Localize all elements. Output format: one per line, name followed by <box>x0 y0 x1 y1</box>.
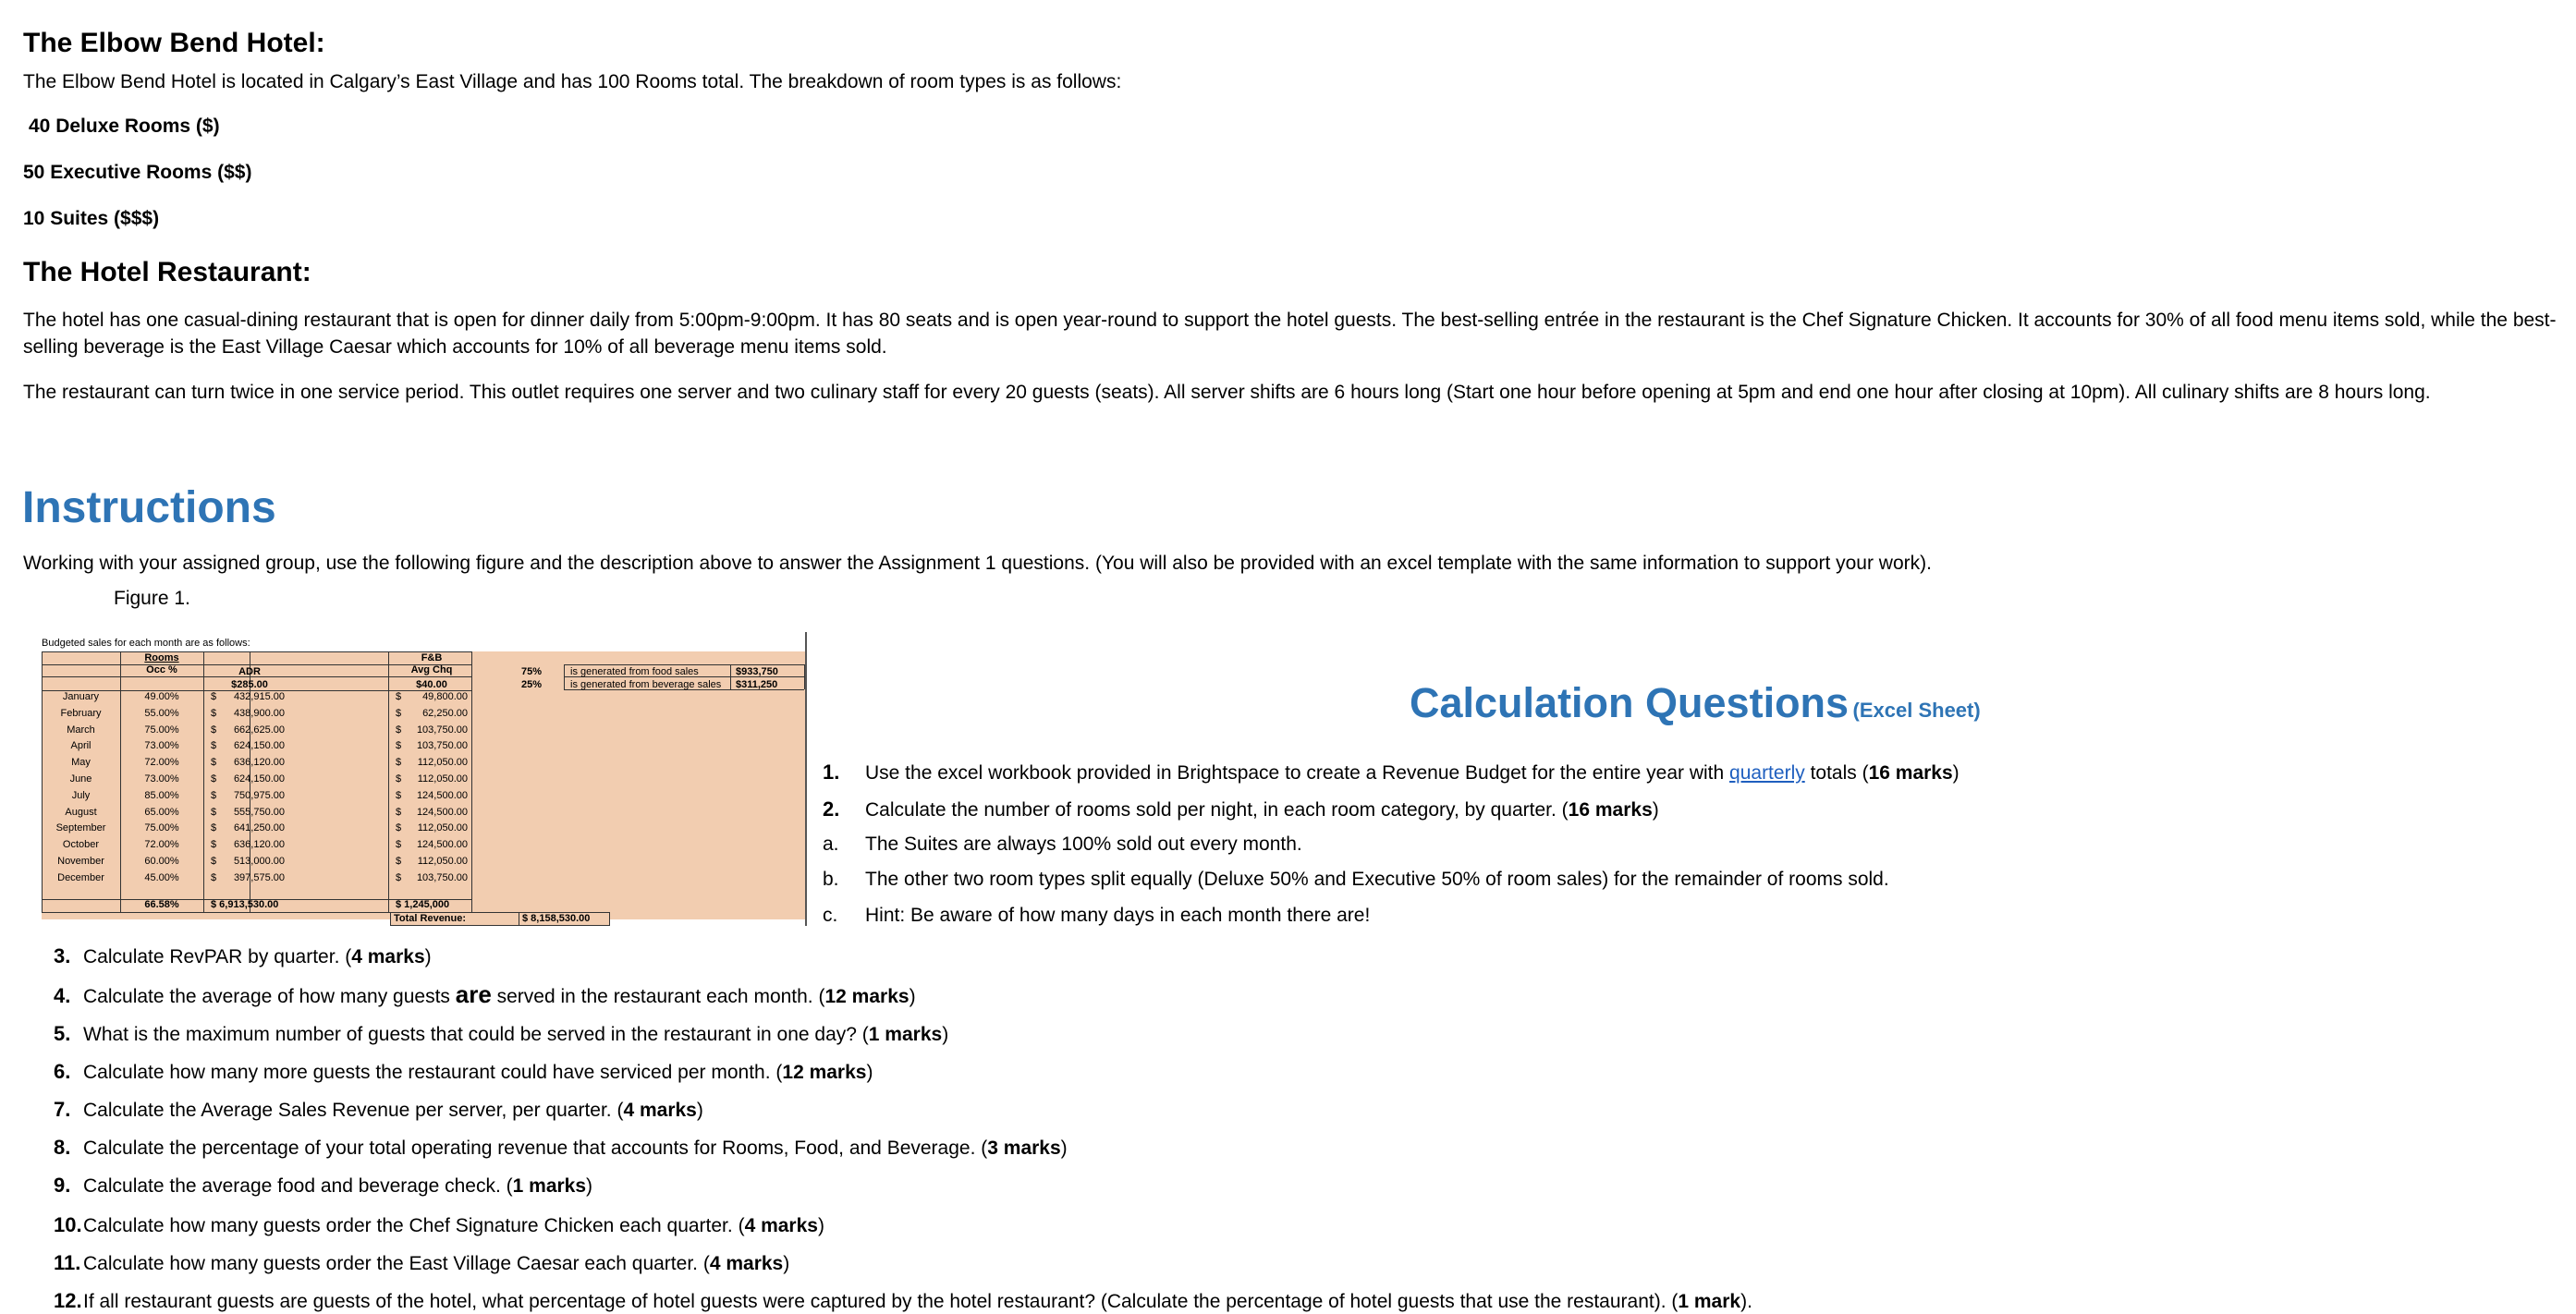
bev-amount: $311,250 <box>736 679 778 690</box>
adr-value: $285.00 <box>231 679 268 690</box>
question-close: ) <box>696 1100 703 1121</box>
question-text-cont: served in the restaurant each month. ( <box>491 986 825 1007</box>
fb-header: F&B <box>421 652 443 663</box>
month-label: May <box>71 757 91 768</box>
month-label: June <box>69 773 92 785</box>
question-11 <box>54 1247 789 1276</box>
restaurant-para-2: The restaurant can turn twice in one service period. This outlet requires one server and two culinary staff for every 20 guests (seats). All server shifts are 6 hours long (Start one hour before opening at 5pm and end one hour after closing at 10pm). All culinary shifts are 8 hours long. <box>23 382 2431 403</box>
question-3 <box>54 941 432 969</box>
fb-revenue: 112,050.00 <box>417 822 468 833</box>
question-2-text: Calculate the number of rooms sold per night, in each room category, by quarter. ( <box>865 799 1569 821</box>
question-marks: 4 marks <box>623 1100 697 1121</box>
question-2-marks: 16 marks <box>1568 799 1653 821</box>
question-5 <box>54 1018 948 1047</box>
question-number: 3. <box>54 944 71 967</box>
question-1-close: ) <box>1952 762 1959 784</box>
adr-header: ADR <box>238 666 261 677</box>
room-dollar-sign: $ <box>211 839 217 850</box>
fb-revenue: 124,500.00 <box>416 807 468 818</box>
question-text: Calculate the Average Sales Revenue per server, per quarter. ( <box>83 1100 624 1121</box>
question-number: 9. <box>54 1174 71 1197</box>
room-revenue: 636,120.00 <box>233 757 285 768</box>
room-revenue: 636,120.00 <box>233 839 285 850</box>
quarterly-link[interactable]: quarterly <box>1729 762 1805 784</box>
food-label: is generated from food sales <box>570 666 699 677</box>
month-label: February <box>60 708 102 719</box>
sub-item-b-text: The other two room types split equally (Deluxe 50% and Executive 50% of room sales) for the remainder of rooms sold. <box>865 869 1889 890</box>
month-label: April <box>70 740 92 751</box>
room-dollar-sign: $ <box>211 790 217 801</box>
grid-vline <box>804 664 805 689</box>
grid-vline <box>388 651 389 912</box>
fb-dollar-sign: $ <box>396 839 402 850</box>
fb-dollar-sign: $ <box>396 708 402 719</box>
fb-revenue: 112,050.00 <box>417 773 468 785</box>
fb-revenue: 103,750.00 <box>416 872 468 883</box>
fb-revenue: 62,250.00 <box>422 708 468 719</box>
question-close: ) <box>424 946 432 967</box>
calc-heading-block <box>1410 679 1981 727</box>
occ-value: 72.00% <box>144 839 179 850</box>
occ-value: 55.00% <box>144 708 179 719</box>
restaurant-para-1: The hotel has one casual-dining restaurant that is open for dinner daily from 5:00pm-9:00pm. It has 80 seats and is open year-round to support the hotel guests. The best-selling entrée in the restaurant is the Chef Signature Chicken. It accounts for 30% of all food menu items sold, while the best-selling beverage is the East Village Caesar which accounts for 10% of all beverage menu items sold. <box>23 310 2557 358</box>
fb-revenue: 124,500.00 <box>416 790 468 801</box>
fb-revenue-total: $ 1,245,000 <box>396 899 450 910</box>
question-close: ) <box>942 1024 949 1045</box>
question-marks: 1 marks <box>868 1024 943 1045</box>
month-label: January <box>62 691 100 702</box>
question-9 <box>54 1170 592 1198</box>
fb-dollar-sign: $ <box>396 872 402 883</box>
question-marks: 3 marks <box>987 1138 1061 1159</box>
room-type-deluxe: 40 Deluxe Rooms ($) <box>29 116 220 137</box>
hotel-heading: The Elbow Bend Hotel: <box>23 28 325 58</box>
sub-item-c-label: c. <box>823 905 838 926</box>
month-label: March <box>67 724 95 736</box>
calc-subheading: (Excel Sheet) <box>1852 699 1981 722</box>
sub-item-a <box>823 833 1302 856</box>
room-revenue: 513,000.00 <box>233 856 285 867</box>
question-text: Calculate how many more guests the restaurant could have serviced per month. ( <box>83 1062 783 1083</box>
question-2-close: ) <box>1652 799 1659 821</box>
fb-revenue: 103,750.00 <box>416 724 468 736</box>
room-type-suites: 10 Suites ($$$) <box>23 208 160 229</box>
sub-item-b-label: b. <box>823 869 839 890</box>
room-revenue: 641,250.00 <box>233 822 285 833</box>
question-1-text: Use the excel workbook provided in Brightspace to create a Revenue Budget for the entire year with <box>865 762 1730 784</box>
room-revenue: 624,150.00 <box>233 773 285 785</box>
occ-average: 66.58% <box>144 899 179 910</box>
fb-revenue: 103,750.00 <box>416 740 468 751</box>
question-marks: 12 marks <box>824 986 910 1007</box>
room-revenue: 397,575.00 <box>233 872 285 883</box>
bev-label: is generated from beverage sales <box>570 679 722 690</box>
fb-revenue: 112,050.00 <box>417 856 468 867</box>
figure-spreadsheet <box>42 638 807 933</box>
restaurant-heading: The Hotel Restaurant: <box>23 257 311 287</box>
occ-value: 49.00% <box>144 691 179 702</box>
question-marks: 4 marks <box>744 1215 818 1236</box>
question-number: 12. <box>54 1289 82 1312</box>
question-text: Calculate the average food and beverage check. ( <box>83 1175 513 1197</box>
question-marks: 4 marks <box>709 1253 784 1274</box>
fb-revenue: 124,500.00 <box>416 839 468 850</box>
room-dollar-sign: $ <box>211 724 217 736</box>
occ-header: Occ % <box>146 664 177 675</box>
room-dollar-sign: $ <box>211 757 217 768</box>
grid-vline <box>730 664 731 689</box>
room-dollar-sign: $ <box>211 822 217 833</box>
sub-item-a-label: a. <box>823 833 839 855</box>
question-close: ) <box>783 1253 790 1274</box>
question-marks: 4 marks <box>351 946 425 967</box>
fb-revenue: 49,800.00 <box>422 691 468 702</box>
month-label: August <box>65 807 97 818</box>
question-close: ) <box>866 1062 873 1083</box>
question-marks: 1 mark <box>1678 1291 1741 1312</box>
question-number: 4. <box>54 984 71 1007</box>
avgchq-value: $40.00 <box>416 679 447 690</box>
question-marks: 12 marks <box>782 1062 867 1083</box>
hotel-intro: The Elbow Bend Hotel is located in Calgary’s East Village and has 100 Rooms total. The breakdown of room types is as follows: <box>23 71 1122 92</box>
question-10 <box>54 1210 824 1238</box>
total-revenue-label: Total Revenue: <box>390 912 519 926</box>
calc-heading: Calculation Questions <box>1410 679 1850 726</box>
figure-label: Figure 1. <box>114 588 190 609</box>
month-label: December <box>57 872 104 883</box>
question-2-number: 2. <box>823 797 840 821</box>
question-number: 8. <box>54 1136 71 1159</box>
question-text: Calculate the percentage of your total operating revenue that accounts for Rooms, Food, and Beverage. ( <box>83 1138 988 1159</box>
rooms-header: Rooms <box>144 652 179 663</box>
occ-value: 65.00% <box>144 807 179 818</box>
room-dollar-sign: $ <box>211 708 217 719</box>
room-revenue: 750,975.00 <box>233 790 285 801</box>
question-close: ) <box>1060 1138 1068 1159</box>
question-text: Calculate the average of how many guests <box>83 986 456 1007</box>
room-dollar-sign: $ <box>211 691 217 702</box>
grid-hline <box>564 664 804 665</box>
question-number: 6. <box>54 1060 71 1083</box>
room-revenue: 624,150.00 <box>233 740 285 751</box>
question-1-number: 1. <box>823 760 840 784</box>
question-marks: 1 marks <box>512 1175 587 1197</box>
occ-value: 60.00% <box>144 856 179 867</box>
grid-vline <box>564 664 565 689</box>
food-amount: $933,750 <box>736 666 778 677</box>
bev-pct: 25% <box>520 679 543 690</box>
question-12 <box>54 1285 1752 1314</box>
sub-item-c-text: Hint: Be aware of how many days in each month there are! <box>865 905 1371 926</box>
question-number: 11. <box>54 1251 81 1274</box>
question-6 <box>54 1056 873 1085</box>
question-8 <box>54 1132 1068 1161</box>
question-number: 5. <box>54 1022 71 1045</box>
fb-dollar-sign: $ <box>396 773 402 785</box>
question-close: ) <box>817 1215 824 1236</box>
room-revenue: 432,915.00 <box>233 691 285 702</box>
question-emphasis: are <box>455 980 492 1008</box>
question-close: ). <box>1740 1291 1752 1312</box>
question-text: What is the maximum number of guests that could be served in the restaurant in one day? ( <box>83 1024 869 1045</box>
question-close: ) <box>909 986 916 1007</box>
food-pct: 75% <box>520 666 543 677</box>
question-1-marks: 16 marks <box>1868 762 1953 784</box>
month-label: July <box>71 790 91 801</box>
instructions-text: Working with your assigned group, use the following figure and the description above to answer the Assignment 1 questions. (You will also be provided with an excel template with the same information to support your work). <box>23 553 1932 574</box>
fb-revenue: 112,050.00 <box>417 757 468 768</box>
occ-value: 72.00% <box>144 757 179 768</box>
month-label: October <box>62 839 100 850</box>
occ-value: 73.00% <box>144 773 179 785</box>
sub-item-c <box>823 905 1370 927</box>
fb-dollar-sign: $ <box>396 822 402 833</box>
figure-caption: Budgeted sales for each month are as follows: <box>42 638 250 649</box>
room-type-executive: 50 Executive Rooms ($$) <box>23 162 252 183</box>
figure-right-border <box>805 632 807 926</box>
occ-value: 75.00% <box>144 822 179 833</box>
sub-item-a-text: The Suites are always 100% sold out every month. <box>865 833 1302 855</box>
fb-dollar-sign: $ <box>396 807 402 818</box>
sub-item-b <box>823 869 1889 891</box>
question-number: 10. <box>54 1213 82 1236</box>
avgchq-header: Avg Chq <box>410 664 453 675</box>
question-text: Calculate how many guests order the East Village Caesar each quarter. ( <box>83 1253 710 1274</box>
occ-value: 45.00% <box>144 872 179 883</box>
room-revenue: 662,625.00 <box>233 724 285 736</box>
total-revenue-value: $ 8,158,530.00 <box>519 912 610 926</box>
question-1-text-b: totals ( <box>1804 762 1869 784</box>
fb-dollar-sign: $ <box>396 724 402 736</box>
room-dollar-sign: $ <box>211 872 217 883</box>
question-2 <box>823 797 1659 821</box>
occ-value: 75.00% <box>144 724 179 736</box>
room-dollar-sign: $ <box>211 856 217 867</box>
room-revenue-total: $ 6,913,530.00 <box>211 899 279 910</box>
fb-dollar-sign: $ <box>396 856 402 867</box>
occ-value: 85.00% <box>144 790 179 801</box>
question-text: If all restaurant guests are guests of the hotel, what percentage of hotel guests were captured by the hotel restaurant? (Calculate the percentage of hotel guests that use the restaurant). ( <box>83 1291 1679 1312</box>
room-dollar-sign: $ <box>211 773 217 785</box>
room-revenue: 438,900.00 <box>233 708 285 719</box>
grid-vline <box>203 651 204 912</box>
question-close: ) <box>586 1175 593 1197</box>
question-7 <box>54 1094 703 1123</box>
question-number: 7. <box>54 1098 71 1121</box>
occ-value: 73.00% <box>144 740 179 751</box>
month-label: November <box>57 856 104 867</box>
question-4 <box>54 980 916 1009</box>
room-revenue: 555,750.00 <box>233 807 285 818</box>
fb-dollar-sign: $ <box>396 691 402 702</box>
fb-dollar-sign: $ <box>396 757 402 768</box>
question-text: Calculate RevPAR by quarter. ( <box>83 946 352 967</box>
month-label: September <box>55 822 106 833</box>
question-1 <box>823 760 1959 785</box>
fb-dollar-sign: $ <box>396 790 402 801</box>
instructions-heading: Instructions <box>22 483 276 532</box>
room-dollar-sign: $ <box>211 807 217 818</box>
question-text: Calculate how many guests order the Chef Signature Chicken each quarter. ( <box>83 1215 745 1236</box>
fb-dollar-sign: $ <box>396 740 402 751</box>
room-dollar-sign: $ <box>211 740 217 751</box>
